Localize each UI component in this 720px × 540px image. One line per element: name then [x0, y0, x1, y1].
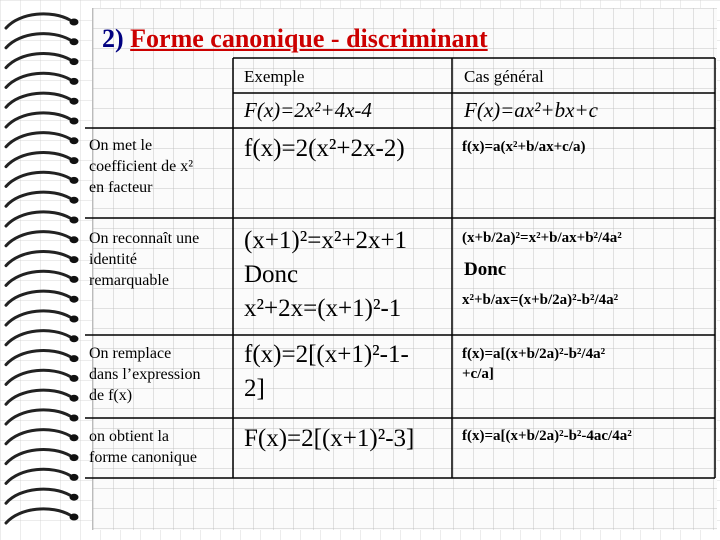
- row2-label: On reconnaît une identité remarquable: [89, 230, 200, 289]
- spiral-ring: [6, 449, 70, 463]
- row4-general: f(x)=a[(x+b/2a)²-b²-4ac/4a²: [462, 428, 632, 444]
- binding-hole: [70, 78, 79, 85]
- spiral-ring: [6, 73, 70, 87]
- binding-hole: [70, 316, 79, 323]
- binding-hole: [70, 335, 79, 342]
- row4-example: F(x)=2[(x+1)²-3]: [244, 425, 415, 452]
- binding-hole: [70, 98, 79, 105]
- binding-hole: [70, 157, 79, 164]
- row2-general-line3: x²+b/ax=(x+b/2a)²-b²/4a²: [462, 292, 619, 308]
- binding-hole: [70, 197, 79, 204]
- spiral-ring: [6, 152, 70, 166]
- row3-example: f(x)=2[(x+1)²-1- 2]: [244, 341, 409, 402]
- binding-hole: [70, 217, 79, 224]
- binding-hole: [70, 296, 79, 303]
- binding-hole: [70, 177, 79, 184]
- header-general: Cas général: [464, 67, 544, 86]
- binding-hole: [70, 474, 79, 481]
- binding-hole: [70, 118, 79, 125]
- spiral-ring: [6, 113, 70, 127]
- spiral-ring: [6, 172, 70, 186]
- binding-hole: [70, 38, 79, 45]
- spiral-ring: [6, 331, 70, 345]
- binding-hole: [70, 256, 79, 263]
- binding-hole: [70, 19, 79, 26]
- row3-general: f(x)=a[(x+b/2a)²-b²/4a² +c/a]: [462, 346, 606, 382]
- spiral-ring: [6, 14, 70, 28]
- spiral-ring: [6, 212, 70, 226]
- binding-hole: [70, 434, 79, 441]
- title-text: Forme canonique - discriminant: [130, 24, 488, 53]
- binding-hole: [70, 236, 79, 243]
- spiral-ring: [6, 34, 70, 48]
- spiral-ring: [6, 430, 70, 444]
- spiral-ring: [6, 251, 70, 265]
- spiral-binding: [0, 0, 92, 540]
- function-general: F(x)=ax²+bx+c: [464, 98, 598, 122]
- spiral-ring: [6, 509, 70, 523]
- binding-hole: [70, 395, 79, 402]
- row3-label: On remplace dans l’expression de f(x): [89, 345, 201, 404]
- spiral-ring: [6, 93, 70, 107]
- spiral-ring: [6, 311, 70, 325]
- binding-hole: [70, 355, 79, 362]
- binding-hole: [70, 514, 79, 521]
- row1-example: f(x)=2(x²+2x-2): [244, 135, 405, 162]
- row4-label: on obtient la forme canonique: [89, 428, 197, 466]
- function-example: F(x)=2x²+4x-4: [244, 98, 372, 122]
- binding-hole: [70, 415, 79, 422]
- spiral-ring: [6, 271, 70, 285]
- spiral-ring: [6, 410, 70, 424]
- spiral-ring: [6, 291, 70, 305]
- row2-general-donc: Donc: [464, 259, 507, 280]
- spiral-ring: [6, 232, 70, 246]
- spiral-ring: [6, 390, 70, 404]
- row2-example: (x+1)²=x²+2x+1 Donc x²+2x=(x+1)²-1: [244, 227, 408, 322]
- spiral-ring: [6, 370, 70, 384]
- row1-label: On met le coefficient de x² en facteur: [89, 137, 194, 196]
- spiral-ring: [6, 489, 70, 503]
- binding-hole: [70, 276, 79, 283]
- spiral-ring: [6, 53, 70, 67]
- binding-hole: [70, 137, 79, 144]
- spiral-ring: [6, 192, 70, 206]
- header-example: Exemple: [244, 67, 305, 86]
- binding-hole: [70, 454, 79, 461]
- row2-general-line1: (x+b/2a)²=x²+b/ax+b²/4a²: [462, 230, 622, 246]
- binding-hole: [70, 58, 79, 65]
- row1-general: f(x)=a(x²+b/ax+c/a): [462, 139, 586, 155]
- page-title: [102, 24, 488, 54]
- spiral-ring: [6, 133, 70, 147]
- spiral-ring: [6, 469, 70, 483]
- binding-hole: [70, 375, 79, 382]
- title-number: 2): [102, 24, 124, 53]
- spiral-ring: [6, 350, 70, 364]
- binding-hole: [70, 494, 79, 501]
